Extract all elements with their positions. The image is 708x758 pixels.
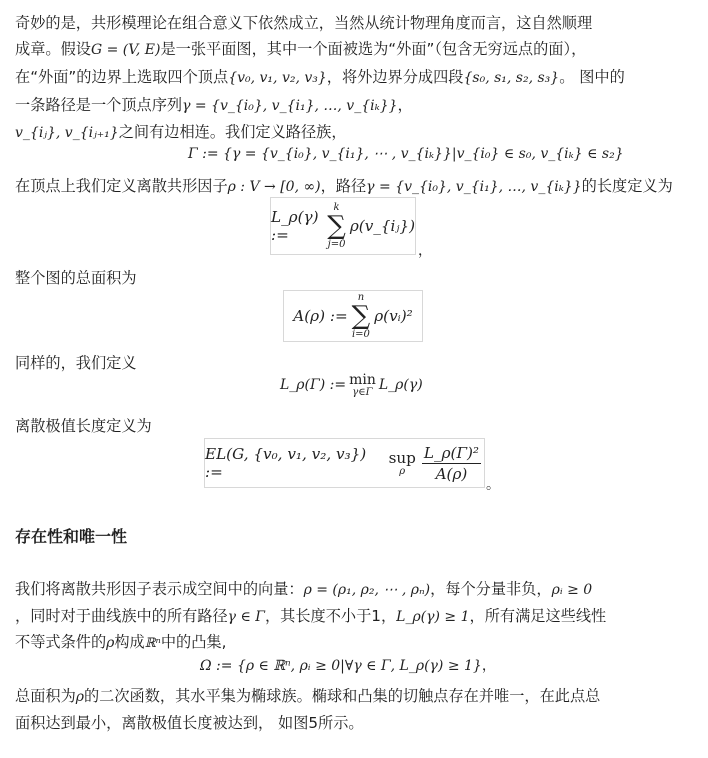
equation-lhs: A(ρ) :=	[293, 307, 348, 325]
text: 之间有边相连。我们定义路径族，	[118, 123, 347, 141]
text: 离散极值长度定义为	[15, 417, 152, 435]
equation-extremal-length-box	[204, 438, 485, 488]
sum-lower-limit: i=0	[351, 329, 370, 340]
paragraph-6-line-3	[15, 630, 226, 656]
math-inline: γ ∈ Γ	[227, 609, 265, 625]
text: 一条路径是一个顶点序列	[15, 96, 183, 114]
math-inline: ρ	[75, 689, 84, 705]
equation-el-trail: 。	[486, 477, 500, 493]
text: 的长度定义为	[581, 177, 673, 195]
math-inline: ρ	[106, 635, 115, 651]
text: 整个图的总面积为	[15, 269, 137, 287]
paragraph-1-line-5	[15, 120, 347, 145]
sum-upper-limit: k	[333, 202, 340, 213]
equation-rhs: ρ(v_{iⱼ})	[349, 217, 415, 235]
text: 中的凸集,	[160, 633, 227, 651]
paragraph-2	[15, 174, 673, 199]
math-inline: v_{iⱼ}, v_{iⱼ₊₁}	[15, 125, 119, 141]
equation-lhs: EL(G, {v₀, v₁, v₂, v₃}) :=	[205, 445, 367, 481]
text: ，每个分量非负，	[430, 580, 552, 598]
text: 面积达到最小，离散极值长度被达到， 如图5所示。	[15, 714, 364, 732]
math-inline: {v₀, v₁, v₂, v₃}	[228, 70, 327, 86]
text: 不等式条件的	[15, 633, 107, 651]
text: ，	[397, 96, 413, 114]
paragraph-7-line-2	[15, 711, 364, 735]
sigma-icon: ∑	[327, 211, 346, 241]
text: ，其长度不小于1，	[264, 607, 397, 625]
math-inline: {s₀, s₁, s₂, s₃}	[463, 70, 560, 86]
operator-subscript: ρ	[399, 466, 406, 477]
paragraph-1-line-4	[15, 93, 413, 118]
text: 奇妙的是，共形模理论在组合意义下依然成立，当然从统计物理角度而言，这自然顺理	[15, 14, 593, 32]
text: 是一张平面图，其中一个面被选为“外面”（包含无穷远点的面），	[160, 40, 587, 58]
math-inline: G = (V, E)	[90, 42, 161, 58]
text: ，同时对于曲线族中的所有路径	[15, 607, 228, 625]
equation-area-box	[283, 290, 423, 342]
min-operator	[349, 372, 376, 398]
paragraph-1-line-2	[15, 37, 586, 62]
text: 成章。假设	[15, 40, 91, 58]
text: 构成	[114, 633, 145, 651]
equation-length-trail: ，	[418, 243, 432, 259]
paragraph-7-line-1	[15, 684, 600, 709]
operator-name: sup	[388, 449, 416, 467]
paragraph-4	[15, 351, 137, 375]
text: ，所有满足这些线性	[469, 607, 607, 625]
text: 在“外面”的边界上选取四个顶点	[15, 68, 229, 86]
fraction-denominator: A(ρ)	[435, 464, 468, 483]
math-inline: γ = {v_{i₀}, v_{i₁}, …, v_{iₖ}}	[182, 98, 398, 114]
equation-lhs: L_ρ(γ) :=	[271, 208, 319, 244]
paragraph-1-line-1	[15, 11, 592, 35]
math-inline: ℝⁿ	[144, 636, 161, 651]
text: 。 图中的	[559, 68, 625, 86]
equation-rhs: ρ(vᵢ)²	[374, 307, 413, 325]
sigma-icon: ∑	[351, 301, 371, 331]
sum-operator	[327, 202, 346, 250]
text: ，路径	[320, 177, 367, 195]
paragraph-6-line-1	[15, 577, 592, 602]
sup-operator	[389, 449, 416, 477]
equation-rhs: L_ρ(γ)	[378, 377, 423, 393]
equation-path-family: Γ := {γ = {v_{i₀}, v_{i₁}, ⋯ , v_{iₖ}}|v_{i₀} ∈ s₀, v_{iₖ} ∈ s₂}	[188, 146, 624, 162]
paragraph-5	[15, 414, 152, 438]
text: 我们将离散共形因子表示成空间中的向量：	[15, 580, 304, 598]
paragraph-3	[15, 266, 137, 290]
equation-lhs: L_ρ(Γ) :=	[280, 377, 347, 393]
text: 在顶点上我们定义离散共形因子	[15, 177, 228, 195]
equation-trail: ，	[481, 658, 496, 674]
fraction-numerator: L_ρ(Γ)²	[423, 443, 479, 462]
paragraph-1-line-3	[15, 65, 625, 90]
paragraph-6-line-2	[15, 604, 606, 629]
sum-upper-limit: n	[357, 292, 365, 303]
math-inline: L_ρ(γ) ≥ 1	[396, 609, 470, 625]
text: 同样的，我们定义	[15, 354, 137, 372]
section-heading: 存在性和唯一性	[15, 527, 128, 546]
text: ，将外边界分成四段	[326, 68, 464, 86]
text: 的二次函数，其水平集为椭球族。椭球和凸集的切触点存在并唯一，在此点总	[83, 687, 601, 705]
equation-length-box	[270, 197, 416, 255]
math-inline: ρ = (ρ₁, ρ₂, ⋯ , ρₙ)	[303, 582, 431, 598]
sum-operator	[352, 292, 371, 340]
text: 总面积为	[15, 687, 76, 705]
equation-body: Ω := {ρ ∈ ℝⁿ, ρᵢ ≥ 0|∀γ ∈ Γ, L_ρ(γ) ≥ 1}	[200, 658, 482, 674]
math-inline: γ = {v_{i₀}, v_{i₁}, …, v_{iₖ}}	[366, 179, 582, 195]
operator-name: min	[349, 372, 376, 388]
operator-subscript: γ∈Γ	[352, 387, 373, 398]
sum-lower-limit: j=0	[327, 239, 346, 250]
math-inline: ρ : V → [0, ∞)	[227, 179, 321, 195]
equation-omega	[200, 655, 496, 675]
math-inline: ρᵢ ≥ 0	[551, 582, 593, 598]
fraction	[422, 443, 481, 484]
equation-min-length	[280, 372, 423, 398]
